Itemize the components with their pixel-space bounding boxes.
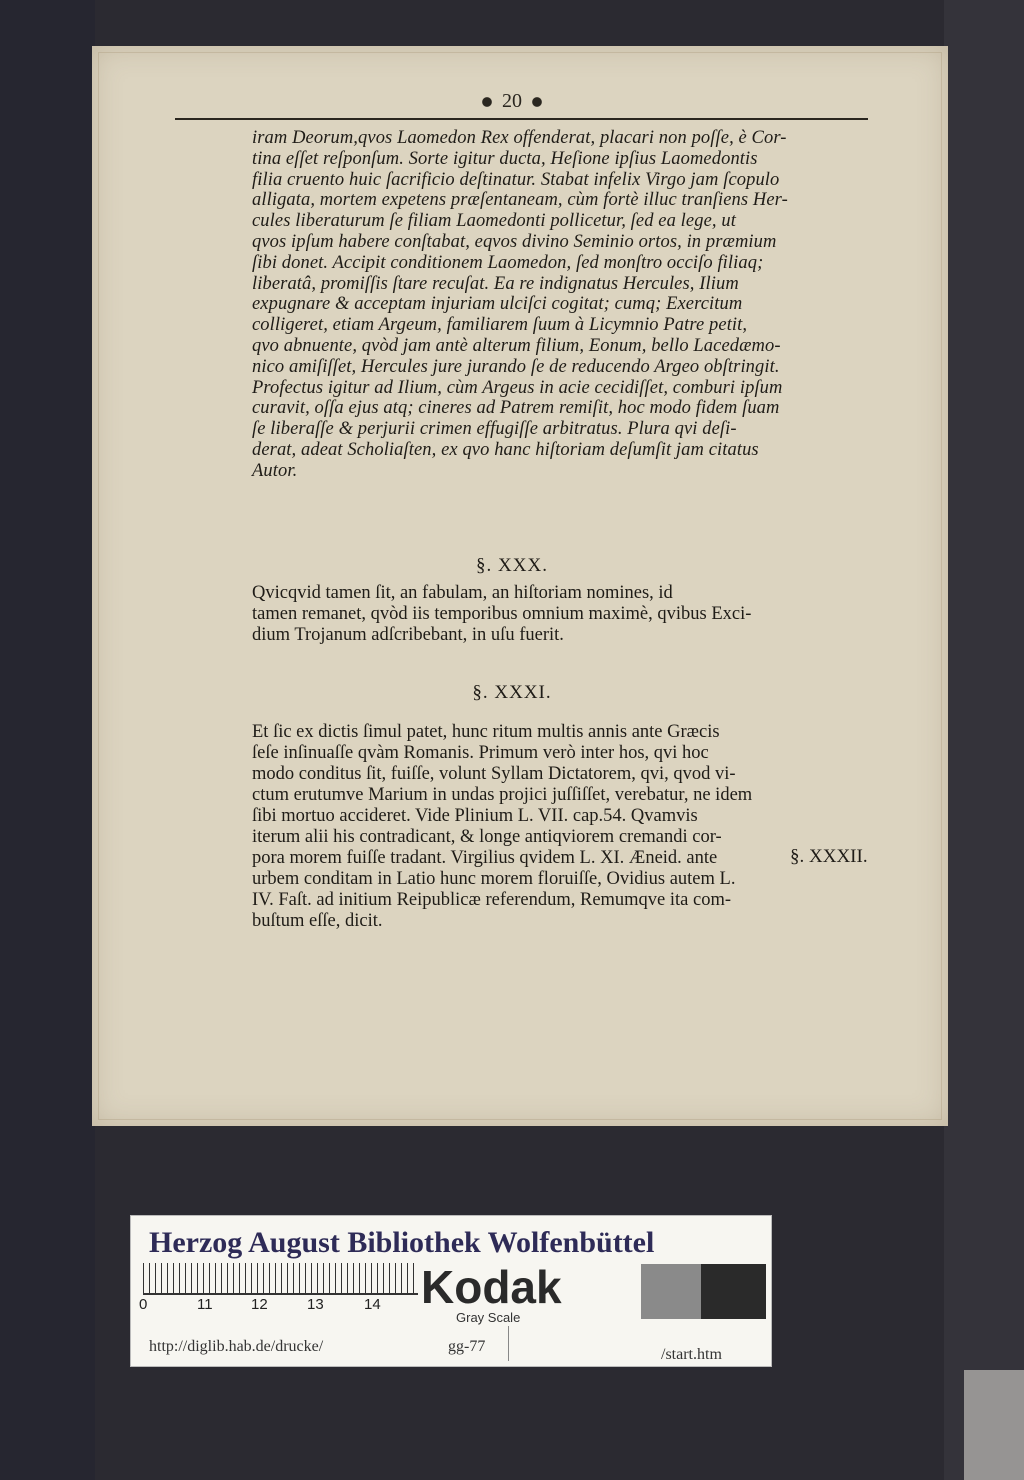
- text-line: urbem conditam in Latio hunc morem floruiſſe, Ovidius autem L.: [252, 869, 736, 889]
- text-line: ctum erutumve Marium in undas projici juſſiſſet, verebatur, ne idem: [252, 785, 753, 805]
- url-text: http://diglib.hab.de/drucke/: [149, 1338, 324, 1355]
- text-line: expugnare & acceptam injuriam ulciſci cogitat; cumq; Exercitum: [252, 294, 743, 315]
- text-line: colligeret, etiam Argeum, familiarem ſuum à Licymnio Patre petit,: [252, 315, 748, 336]
- ruler-baseline: [143, 1293, 418, 1295]
- ruler-numbers: [139, 1296, 419, 1316]
- library-title: Herzog August Bibliothek Wolfenbüttel: [149, 1226, 655, 1259]
- text-line: nico amiſiſſet, Hercules jure jurando ſe de reducendo Argeo obſtringit.: [252, 356, 780, 377]
- swatch-gray: [641, 1264, 701, 1319]
- text-line: curavit, oſſa ejus atq; cineres ad Patrem remiſit, hoc modo fidem ſuam: [252, 398, 780, 419]
- text-line: Profectus igitur ad Ilium, cùm Argeus in acie cecidiſſet, comburi ipſum: [252, 377, 783, 398]
- section-xxxi-text: [252, 722, 868, 932]
- ruler-number: 0: [139, 1296, 148, 1313]
- shelfmark: gg-77: [448, 1338, 486, 1355]
- swatch-black: [701, 1264, 766, 1319]
- gray-scale-label: Gray Scale: [456, 1310, 521, 1325]
- text-line: buſtum eſſe, dicit.: [252, 911, 383, 931]
- italic-paragraph: [252, 128, 868, 482]
- scan-background-right: [944, 0, 1024, 1480]
- ornament-icon: [477, 94, 497, 110]
- text-line: dium Trojanum adſcribebant, in uſu fuerit.: [252, 625, 564, 645]
- text-line: Qvicqvid tamen ſit, an fabulam, an hiſtoriam nomines, id: [252, 583, 673, 603]
- text-line: tamen remanet, qvòd iis temporibus omnium maximè, qvibus Exci-: [252, 604, 752, 624]
- page-header: [0, 90, 1024, 113]
- text-line: filia cruento huic ſacrificio deſtinatur. Stabat infelix Virgo jam ſcopulo: [252, 169, 780, 190]
- ruler-number: 12: [251, 1296, 268, 1313]
- text-line: ſibi donet. Accipit conditionem Laomedon, ſed monſtro occiſo filiaq;: [252, 252, 764, 273]
- text-line: ſeſe inſinuaſſe qvàm Romanis. Primum verò inter hos, qvi hoc: [252, 743, 709, 763]
- separator: [508, 1326, 509, 1361]
- ruler-number: 13: [307, 1296, 324, 1313]
- scan-background-left: [0, 0, 95, 1480]
- scan-background-light-patch: [964, 1370, 1024, 1480]
- section-heading-xxxi: §. XXXI.: [472, 682, 552, 703]
- ornament-icon: [527, 94, 547, 110]
- color-target-banner: [130, 1215, 772, 1367]
- text-line: iterum alii his contradicant, & longe antiqviorem cremandi cor-: [252, 827, 722, 847]
- text-line: IV. Faſt. ad initium Reipublicæ referendum, Remumqve ita com-: [252, 890, 732, 910]
- text-line: pora morem fuiſſe tradant. Virgilius qvidem L. XI. Æneid. ante: [252, 848, 718, 868]
- text-line: tina eſſet reſponſum. Sorte igitur ducta, Heſione ipſius Laomedontis: [252, 148, 758, 169]
- section-xxx-text: [252, 583, 868, 646]
- ruler-number: 14: [364, 1296, 381, 1313]
- text-line: alligata, mortem expetens præſentaneam, cùm fortè illuc tranſiens Her-: [252, 190, 788, 211]
- text-line: cules liberaturum ſe filiam Laomedonti pollicetur, ſed ea lege, ut: [252, 211, 736, 232]
- text-line: ſibi mortuo accideret. Vide Plinium L. VII. cap.54. Qvamvis: [252, 806, 698, 826]
- text-line: iram Deorum,qvos Laomedon Rex offenderat, placari non poſſe, è Cor-: [252, 128, 787, 148]
- header-rule: [175, 118, 868, 120]
- start-link-text: /start.htm: [661, 1346, 722, 1363]
- kodak-logo: Kodak: [421, 1261, 562, 1313]
- text-line: derat, adeat Scholiaſten, ex qvo hanc hiſtoriam deſumſit jam citatus: [252, 439, 759, 460]
- text-line: qvo abnuente, qvòd jam antè alterum filium, Eonum, bello Lacedæmo-: [252, 335, 781, 356]
- text-line: Autor.: [252, 460, 298, 481]
- section-heading-xxx: §. XXX.: [476, 555, 548, 576]
- text-line: qvos ipſum habere conſtabat, eqvos divino Seminio ortos, in præmium: [252, 231, 777, 252]
- text-line: modo conditus ſit, fuiſſe, volunt Syllam Dictatorem, qvi, qvod vi-: [252, 764, 736, 784]
- text-line: liberatâ, promiſſis ſtare recuſat. Ea re indignatus Hercules, Ilium: [252, 273, 739, 294]
- text-line: ſe liberaſſe & perjurii crimen effugiſſe arbitratus. Plura qvi deſi-: [252, 419, 737, 440]
- page-number: 20: [502, 90, 522, 112]
- ruler-number: 11: [197, 1296, 213, 1313]
- catchword: §. XXXII.: [790, 846, 868, 867]
- text-line: Et ſic ex dictis ſimul patet, hunc ritum multis annis ante Græcis: [252, 722, 720, 742]
- ruler-ticks: [143, 1263, 418, 1293]
